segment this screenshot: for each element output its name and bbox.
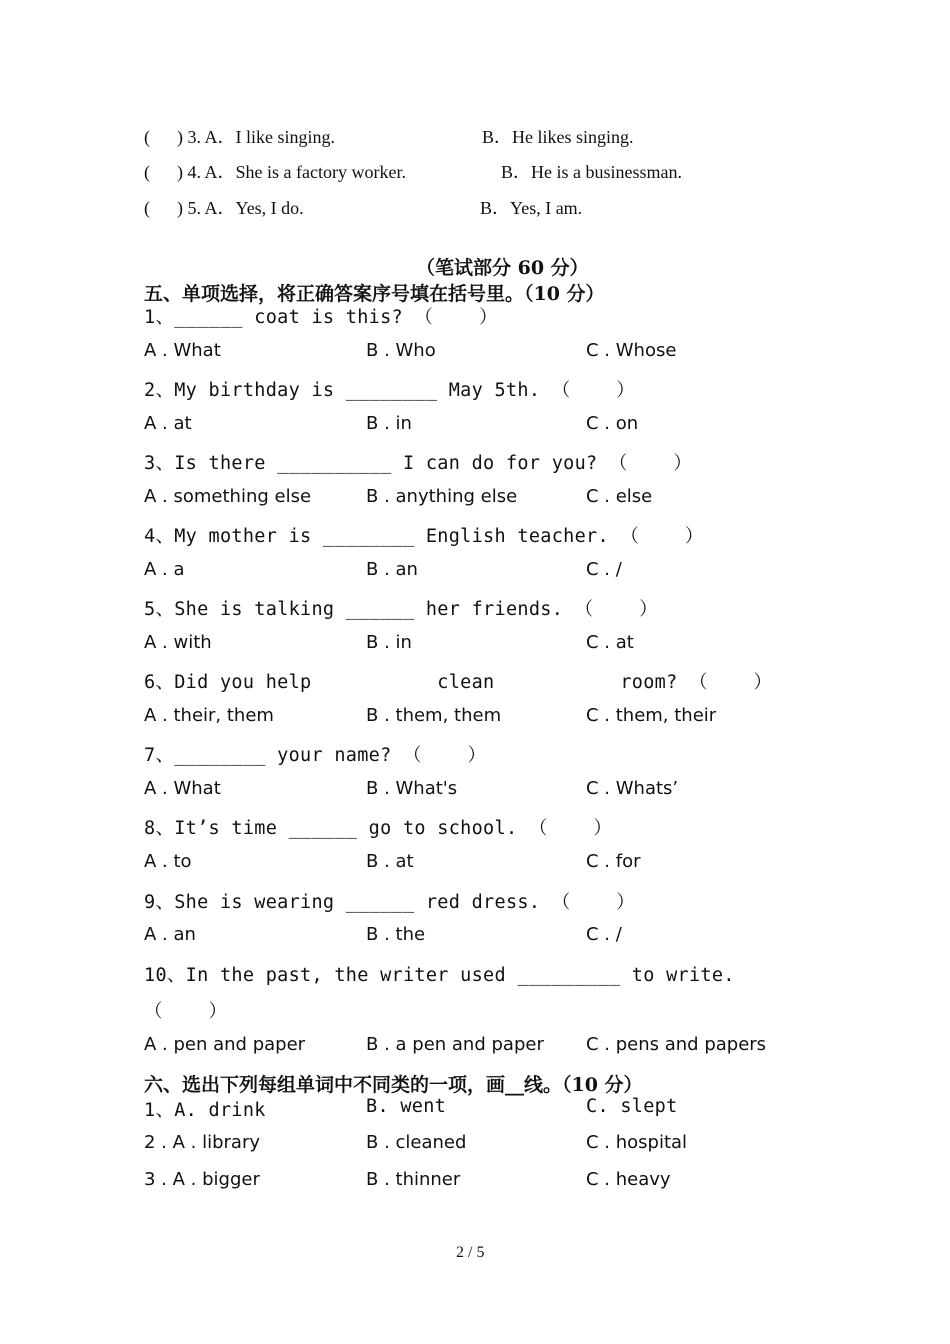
word-group-1-option-a: 1、A. drink: [144, 1100, 266, 1121]
question-2: 2、My birthday is ________ May 5th. （ ）: [144, 380, 636, 401]
word-group-1-option-b: B. went: [366, 1096, 447, 1117]
question-10-option-a: A . pen and paper: [144, 1034, 306, 1055]
question-8: 8、It’s time ______ go to school. （ ）: [144, 818, 613, 839]
question-9-option-a: A . an: [144, 924, 196, 945]
listening-item-4: ( ) 4. A．She is a factory worker.: [144, 162, 406, 182]
question-5-option-b: B . in: [366, 632, 412, 653]
question-7: 7、________ your name? （ ）: [144, 745, 487, 766]
question-1-option-c: C . Whose: [586, 340, 677, 361]
question-3-option-c: C . else: [586, 486, 653, 507]
question-3-option-a: A . something else: [144, 486, 312, 507]
word-group-1-option-c: C. slept: [586, 1096, 678, 1117]
listening-item-4-option-b: B．He is a businessman.: [501, 162, 682, 182]
question-10-option-b: B . a pen and paper: [366, 1034, 544, 1055]
question-6-option-c: C . them, their: [586, 705, 717, 726]
question-6-option-a: A . their, them: [144, 705, 274, 726]
question-2-option-a: A . at: [144, 413, 192, 434]
listening-item-3-option-b: B．He likes singing.: [482, 127, 634, 147]
question-4-option-b: B . an: [366, 559, 418, 580]
question-8-option-c: C . for: [586, 851, 641, 872]
page-number: 2 / 5: [456, 1244, 485, 1261]
question-10-answer-bracket: （ ）: [144, 1001, 228, 1022]
section-5-title: 五、单项选择，将正确答案序号填在括号里。（10 分）: [144, 283, 605, 305]
question-4-option-a: A . a: [144, 559, 185, 580]
question-7-option-a: A . What: [144, 778, 221, 799]
question-2-option-b: B . in: [366, 413, 412, 434]
question-5-option-a: A . with: [144, 632, 212, 653]
question-7-option-b: B . What's: [366, 778, 458, 799]
section-6-title: 六、选出下列每组单词中不同类的一项，画__线。（10 分）: [144, 1074, 643, 1096]
word-group-2-option-a: 2 . A . library: [144, 1132, 261, 1153]
question-8-option-b: B . at: [366, 851, 414, 872]
question-10-option-c: C . pens and papers: [586, 1034, 767, 1055]
word-group-2-option-c: C . hospital: [586, 1132, 688, 1153]
question-6-option-b: B . them, them: [366, 705, 502, 726]
word-group-3-option-c: C . heavy: [586, 1169, 671, 1190]
question-9-option-b: B . the: [366, 924, 426, 945]
question-3-option-b: B . anything else: [366, 486, 518, 507]
question-2-option-c: C . on: [586, 413, 639, 434]
question-6: 6、Did you help clean room? （ ）: [144, 672, 773, 693]
word-group-3-option-a: 3 . A . bigger: [144, 1169, 260, 1190]
listening-item-5: ( ) 5. A．Yes, I do.: [144, 198, 304, 218]
question-5: 5、She is talking ______ her friends. （ ）: [144, 599, 658, 620]
word-group-3-option-b: B . thinner: [366, 1169, 461, 1190]
question-4: 4、My mother is ________ English teacher. （ ）: [144, 526, 704, 547]
question-9: 9、She is wearing ______ red dress. （ ）: [144, 892, 636, 913]
question-10: 10、In the past, the writer used _________ to write.: [144, 965, 735, 986]
written-part-title: （笔试部分 60 分）: [416, 257, 589, 279]
question-1-option-a: A . What: [144, 340, 221, 361]
word-group-2-option-b: B . cleaned: [366, 1132, 467, 1153]
listening-item-3: ( ) 3. A．I like singing.: [144, 127, 335, 147]
question-1-option-b: B . Who: [366, 340, 436, 361]
question-5-option-c: C . at: [586, 632, 634, 653]
question-1: 1、______ coat is this? （ ）: [144, 307, 498, 328]
listening-item-5-option-b: B．Yes, I am.: [480, 198, 583, 218]
question-4-option-c: C . /: [586, 559, 622, 580]
question-3: 3、Is there __________ I can do for you? （ ）: [144, 453, 693, 474]
question-7-option-c: C . Whats’: [586, 778, 679, 799]
question-9-option-c: C . /: [586, 924, 622, 945]
question-8-option-a: A . to: [144, 851, 192, 872]
